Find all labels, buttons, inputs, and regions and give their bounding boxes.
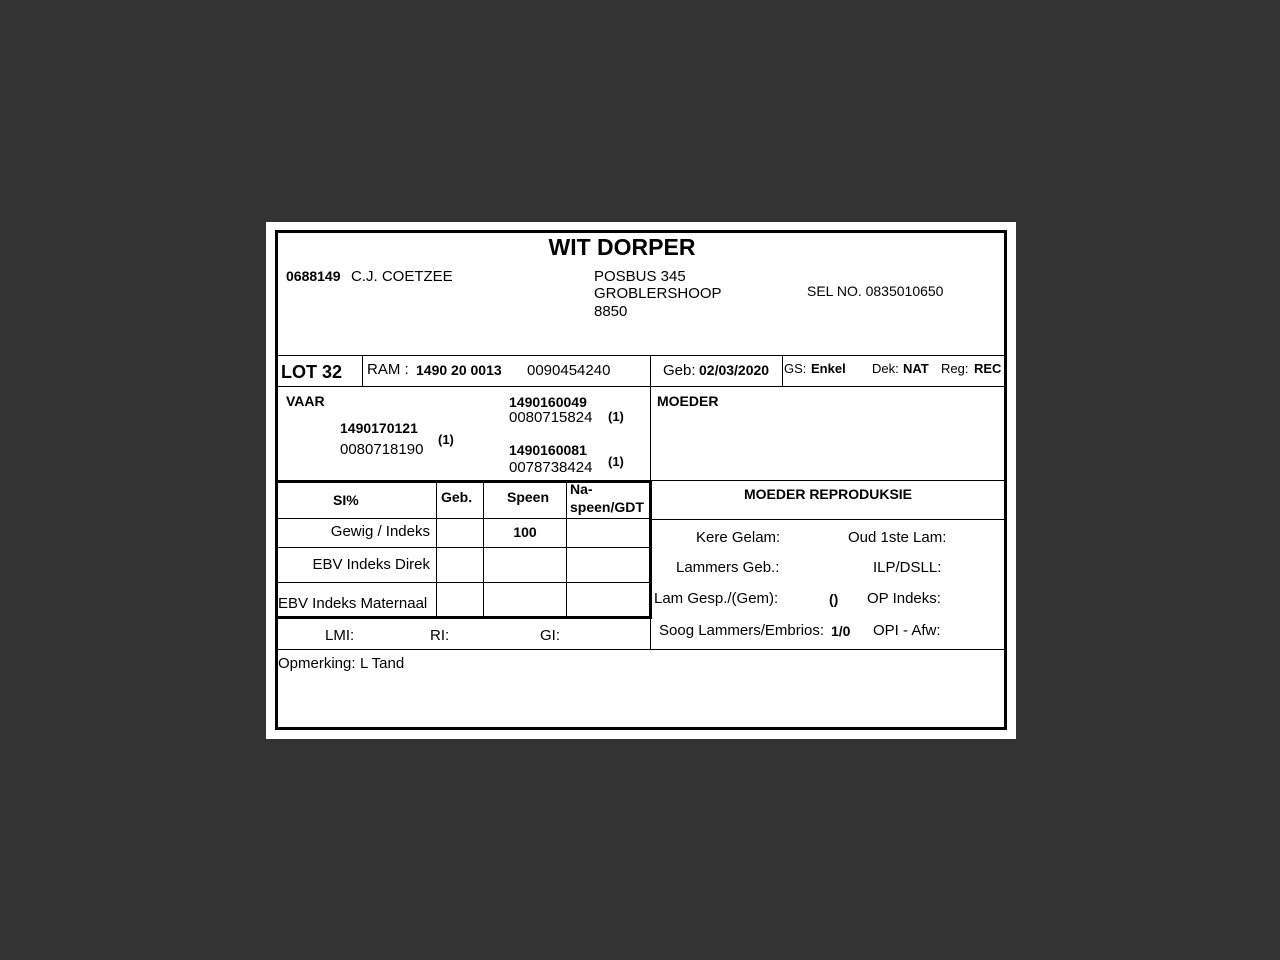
ram-id: 1490 20 0013 [416,362,502,378]
dam-label: MOEDER [657,393,719,409]
address-line-2: GROBLERSHOOP [594,285,722,302]
grandsire-number: 0080715824 [509,409,593,426]
divider-si-row2 [278,547,652,548]
opi-afw-label: OPI - Afw: [873,622,941,639]
lammers-geb-label: Lammers Geb.: [676,559,780,576]
address-line-3: 8850 [594,303,628,320]
divider-si-bottom [278,616,652,619]
op-indeks-label: OP Indeks: [867,590,941,607]
border-right [1004,230,1007,730]
vline-si-1 [436,482,437,618]
row-label-gewig: Gewig / Indeks [330,523,430,540]
vline-si-2 [483,482,484,618]
soog-label: Soog Lammers/Embrios: [659,622,825,639]
divider-header [278,355,1004,356]
ram-label: RAM : [367,361,409,378]
gs-label: GS: [784,361,807,376]
granddam-id: 1490160081 [509,442,587,458]
repro-title: MOEDER REPRODUKSIE [743,486,913,502]
lmi-label: LMI: [325,627,355,644]
vline-si-3 [566,482,567,618]
kere-gelam-label: Kere Gelam: [696,529,781,546]
soog-value: 1/0 [831,623,851,639]
granddam-number: 0078738424 [509,459,593,476]
reg-value: REC [974,361,1002,376]
ram-number: 0090454240 [527,362,611,379]
reg-label: Reg: [941,361,969,376]
sire-number: 0080718190 [340,441,424,458]
naspeen-header-line2: speen/GDT [570,499,644,515]
address-line-1: POSBUS 345 [594,268,686,285]
dek-label: Dek: [872,361,899,376]
grandsire-note: (1) [608,409,624,424]
birth-label: Geb: [663,362,696,379]
border-top [275,230,1007,233]
sire-label: VAAR [286,393,325,409]
divider-remark [278,649,1004,650]
breeder-number: 0688149 [286,268,341,284]
geb-header: Geb. [441,489,473,505]
sire-id: 1490170121 [340,420,418,436]
vline-geb [782,356,783,386]
speen-header: Speen [507,489,550,505]
vline-lot [362,356,363,386]
granddam-note: (1) [608,454,624,469]
sire-note: (1) [438,432,454,447]
grandsire-id: 1490160049 [509,394,587,410]
ilp-dsll-label: ILP/DSLL: [873,559,942,576]
lam-gesp-label: Lam Gesp./(Gem): [654,590,779,607]
divider-si-row1 [278,518,652,519]
sale-card [266,222,1016,739]
breed-title: WIT DORPER [548,234,696,260]
cell-gewig-speen: 100 [513,524,537,540]
lot-number: LOT 32 [281,362,343,382]
birth-date: 02/03/2020 [699,362,770,378]
gi-label: GI: [540,627,561,644]
naspeen-header-line1: Na- [570,481,593,497]
ri-label: RI: [430,627,450,644]
remark-value: L Tand [360,655,405,672]
breeder-name: C.J. COETZEE [351,268,453,285]
gs-value: Enkel [811,361,846,376]
row-label-ebv-maternaal: EBV Indeks Maternaal [278,595,428,612]
dek-value: NAT [903,361,929,376]
row-label-ebv-direk: EBV Indeks Direk [312,556,430,573]
sel-number: SEL NO. 0835010650 [807,283,944,299]
oud-1ste-lam-label: Oud 1ste Lam: [848,529,947,546]
divider-si-top [278,480,652,483]
divider-repro-header [652,519,1004,520]
remark-label: Opmerking: [278,655,356,672]
divider-repro-top [652,480,1004,481]
si-header: SI% [333,492,359,508]
divider-lot-row [278,386,1004,387]
divider-si-row3 [278,582,652,583]
lam-gesp-value: () [829,591,839,607]
border-bottom [275,727,1007,730]
